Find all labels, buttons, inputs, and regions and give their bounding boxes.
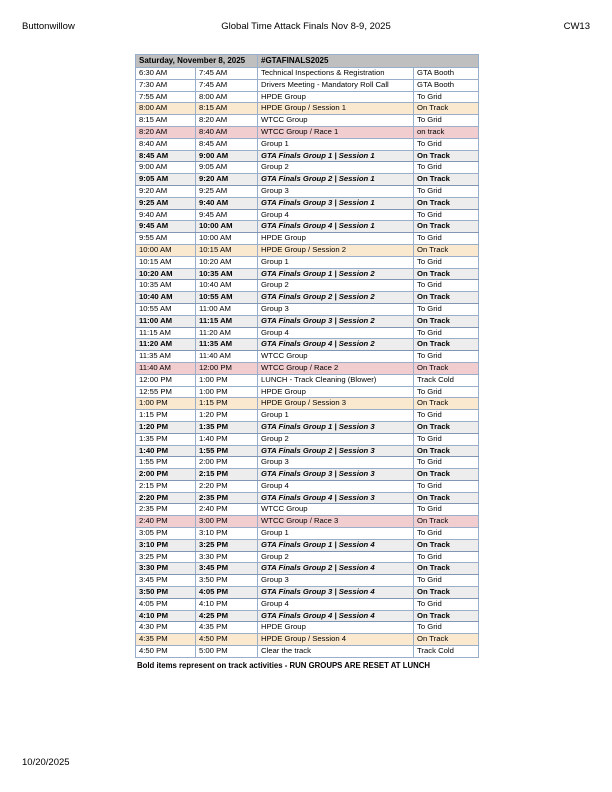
table-row — [136, 374, 479, 386]
table-row — [136, 398, 479, 410]
cell-start-time: 7:55 AM — [136, 91, 196, 103]
print-date: 10/20/2025 — [22, 757, 70, 768]
cell-activity: HPDE Group — [258, 233, 414, 245]
cell-activity: GTA Finals Group 3 | Session 1 — [258, 197, 414, 209]
table-row — [136, 445, 479, 457]
cell-end-time: 1:35 PM — [196, 421, 258, 433]
cell-activity: GTA Finals Group 2 | Session 1 — [258, 174, 414, 186]
cell-end-time: 8:45 AM — [196, 138, 258, 150]
table-row — [136, 634, 479, 646]
cell-start-time: 11:40 AM — [136, 362, 196, 374]
cell-end-time: 10:20 AM — [196, 256, 258, 268]
cell-end-time: 11:20 AM — [196, 327, 258, 339]
cell-start-time: 11:35 AM — [136, 351, 196, 363]
cell-start-time: 9:45 AM — [136, 221, 196, 233]
table-row — [136, 539, 479, 551]
cell-location: To Grid — [414, 528, 479, 540]
cell-location: To Grid — [414, 115, 479, 127]
table-row — [136, 315, 479, 327]
cell-location: To Grid — [414, 233, 479, 245]
table-row — [136, 197, 479, 209]
cell-location: On Track — [414, 339, 479, 351]
cell-start-time: 12:55 PM — [136, 386, 196, 398]
cell-location: On Track — [414, 516, 479, 528]
cell-end-time: 7:45 AM — [196, 68, 258, 80]
cell-activity: Group 2 — [258, 162, 414, 174]
table-row — [136, 457, 479, 469]
cell-location: On Track — [414, 610, 479, 622]
cell-end-time: 11:00 AM — [196, 303, 258, 315]
table-row — [136, 244, 479, 256]
cell-location: On Track — [414, 492, 479, 504]
cell-activity: HPDE Group / Session 1 — [258, 103, 414, 115]
cell-start-time: 11:20 AM — [136, 339, 196, 351]
table-row — [136, 469, 479, 481]
cell-location: To Grid — [414, 256, 479, 268]
cell-activity: Group 1 — [258, 138, 414, 150]
cell-start-time: 2:35 PM — [136, 504, 196, 516]
table-row — [136, 126, 479, 138]
cell-activity: LUNCH - Track Cleaning (Blower) — [258, 374, 414, 386]
cell-start-time: 3:05 PM — [136, 528, 196, 540]
cell-start-time: 4:10 PM — [136, 610, 196, 622]
table-row — [136, 91, 479, 103]
cell-start-time: 4:35 PM — [136, 634, 196, 646]
cell-end-time: 3:25 PM — [196, 539, 258, 551]
cell-activity: GTA Finals Group 1 | Session 2 — [258, 268, 414, 280]
cell-activity: GTA Finals Group 2 | Session 4 — [258, 563, 414, 575]
cell-start-time: 3:25 PM — [136, 551, 196, 563]
cell-activity: GTA Finals Group 4 | Session 4 — [258, 610, 414, 622]
cell-end-time: 4:50 PM — [196, 634, 258, 646]
cell-end-time: 7:45 AM — [196, 79, 258, 91]
table-row — [136, 221, 479, 233]
cell-end-time: 3:00 PM — [196, 516, 258, 528]
table-header-date: Saturday, November 8, 2025 — [136, 55, 258, 68]
schedule-table-container — [135, 54, 478, 670]
cell-start-time: 9:05 AM — [136, 174, 196, 186]
cell-end-time: 2:15 PM — [196, 469, 258, 481]
cell-location: Track Cold — [414, 646, 479, 658]
table-row — [136, 492, 479, 504]
cell-location: To Grid — [414, 433, 479, 445]
cell-activity: Group 3 — [258, 185, 414, 197]
cell-start-time: 8:45 AM — [136, 150, 196, 162]
cell-end-time: 10:15 AM — [196, 244, 258, 256]
cell-end-time: 12:00 PM — [196, 362, 258, 374]
cell-activity: WTCC Group / Race 2 — [258, 362, 414, 374]
cell-activity: WTCC Group — [258, 504, 414, 516]
cell-end-time: 8:40 AM — [196, 126, 258, 138]
cell-activity: Group 4 — [258, 209, 414, 221]
table-row — [136, 138, 479, 150]
cell-location: On Track — [414, 292, 479, 304]
cell-activity: Technical Inspections & Registration — [258, 68, 414, 80]
cell-location: To Grid — [414, 91, 479, 103]
table-row — [136, 386, 479, 398]
table-row — [136, 622, 479, 634]
cell-location: To Grid — [414, 327, 479, 339]
cell-end-time: 11:40 AM — [196, 351, 258, 363]
cell-start-time: 8:15 AM — [136, 115, 196, 127]
cell-end-time: 9:40 AM — [196, 197, 258, 209]
cell-end-time: 8:00 AM — [196, 91, 258, 103]
cell-start-time: 1:40 PM — [136, 445, 196, 457]
table-row — [136, 575, 479, 587]
cell-start-time: 1:00 PM — [136, 398, 196, 410]
cell-end-time: 9:25 AM — [196, 185, 258, 197]
cell-activity: Group 4 — [258, 480, 414, 492]
cell-location: On Track — [414, 221, 479, 233]
table-header-hashtag: #GTAFINALS2025 — [258, 55, 479, 68]
cell-location: On Track — [414, 563, 479, 575]
cell-location: On Track — [414, 315, 479, 327]
cell-location: To Grid — [414, 598, 479, 610]
cell-start-time: 10:40 AM — [136, 292, 196, 304]
cell-activity: Group 3 — [258, 575, 414, 587]
table-row — [136, 115, 479, 127]
cell-start-time: 12:00 PM — [136, 374, 196, 386]
table-row — [136, 233, 479, 245]
table-row — [136, 421, 479, 433]
cell-end-time: 10:35 AM — [196, 268, 258, 280]
cell-activity: HPDE Group / Session 4 — [258, 634, 414, 646]
table-row — [136, 516, 479, 528]
table-header-row — [136, 55, 479, 68]
cell-start-time: 4:50 PM — [136, 646, 196, 658]
cell-start-time: 1:55 PM — [136, 457, 196, 469]
table-row — [136, 433, 479, 445]
cell-start-time: 10:35 AM — [136, 280, 196, 292]
cell-activity: Group 4 — [258, 598, 414, 610]
cell-end-time: 9:05 AM — [196, 162, 258, 174]
cell-start-time: 10:15 AM — [136, 256, 196, 268]
cell-activity: GTA Finals Group 1 | Session 3 — [258, 421, 414, 433]
cell-end-time: 2:40 PM — [196, 504, 258, 516]
cell-location: On Track — [414, 174, 479, 186]
cell-end-time: 3:30 PM — [196, 551, 258, 563]
cell-location: On Track — [414, 469, 479, 481]
document-title: Global Time Attack Finals Nov 8-9, 2025 — [221, 21, 391, 32]
cell-activity: Group 3 — [258, 303, 414, 315]
table-row — [136, 410, 479, 422]
table-row — [136, 587, 479, 599]
cell-start-time: 2:20 PM — [136, 492, 196, 504]
cell-location: GTA Booth — [414, 68, 479, 80]
cell-activity: WTCC Group / Race 3 — [258, 516, 414, 528]
table-row — [136, 351, 479, 363]
cell-location: To Grid — [414, 457, 479, 469]
cell-location: GTA Booth — [414, 79, 479, 91]
cell-location: On Track — [414, 150, 479, 162]
cell-start-time: 4:30 PM — [136, 622, 196, 634]
cell-start-time: 7:30 AM — [136, 79, 196, 91]
table-row — [136, 292, 479, 304]
cell-end-time: 5:00 PM — [196, 646, 258, 658]
cell-start-time: 3:30 PM — [136, 563, 196, 575]
table-row — [136, 528, 479, 540]
cell-location: To Grid — [414, 551, 479, 563]
table-row — [136, 598, 479, 610]
table-row — [136, 209, 479, 221]
cell-activity: Group 1 — [258, 410, 414, 422]
table-row — [136, 256, 479, 268]
cell-activity: Clear the track — [258, 646, 414, 658]
cell-location: On Track — [414, 634, 479, 646]
cell-activity: Group 1 — [258, 256, 414, 268]
cell-location: On Track — [414, 421, 479, 433]
cell-end-time: 9:20 AM — [196, 174, 258, 186]
cell-end-time: 3:50 PM — [196, 575, 258, 587]
cell-end-time: 10:00 AM — [196, 233, 258, 245]
cell-activity: HPDE Group — [258, 91, 414, 103]
table-row — [136, 504, 479, 516]
legend-note: Bold items represent on track activities - RUN GROUPS ARE RESET AT LUNCH — [137, 660, 431, 670]
table-row — [136, 79, 479, 91]
cell-end-time: 1:55 PM — [196, 445, 258, 457]
table-row — [136, 162, 479, 174]
cell-end-time: 3:10 PM — [196, 528, 258, 540]
cell-activity: WTCC Group — [258, 115, 414, 127]
cell-location: To Grid — [414, 504, 479, 516]
cell-location: On Track — [414, 103, 479, 115]
cell-start-time: 3:50 PM — [136, 587, 196, 599]
schedule-table — [135, 54, 479, 658]
cell-activity: GTA Finals Group 1 | Session 4 — [258, 539, 414, 551]
cell-start-time: 10:20 AM — [136, 268, 196, 280]
cell-location: To Grid — [414, 351, 479, 363]
cell-start-time: 3:45 PM — [136, 575, 196, 587]
cell-location: On Track — [414, 268, 479, 280]
cell-start-time: 1:35 PM — [136, 433, 196, 445]
cell-activity: Drivers Meeting - Mandatory Roll Call — [258, 79, 414, 91]
cell-activity: WTCC Group — [258, 351, 414, 363]
cell-start-time: 2:40 PM — [136, 516, 196, 528]
cell-end-time: 4:10 PM — [196, 598, 258, 610]
cell-activity: GTA Finals Group 4 | Session 2 — [258, 339, 414, 351]
cell-activity: Group 3 — [258, 457, 414, 469]
cell-activity: GTA Finals Group 4 | Session 1 — [258, 221, 414, 233]
cell-location: To Grid — [414, 622, 479, 634]
cell-activity: HPDE Group — [258, 386, 414, 398]
cell-location: To Grid — [414, 303, 479, 315]
table-row — [136, 610, 479, 622]
cell-end-time: 4:35 PM — [196, 622, 258, 634]
cell-activity: GTA Finals Group 3 | Session 4 — [258, 587, 414, 599]
cell-location: To Grid — [414, 185, 479, 197]
cell-end-time: 10:55 AM — [196, 292, 258, 304]
cell-start-time: 2:15 PM — [136, 480, 196, 492]
cell-location: To Grid — [414, 280, 479, 292]
cell-end-time: 2:35 PM — [196, 492, 258, 504]
cell-end-time: 1:00 PM — [196, 374, 258, 386]
cell-end-time: 4:25 PM — [196, 610, 258, 622]
cell-activity: Group 4 — [258, 327, 414, 339]
cell-activity: Group 2 — [258, 280, 414, 292]
cell-location: To Grid — [414, 138, 479, 150]
cell-start-time: 9:00 AM — [136, 162, 196, 174]
cell-end-time: 8:20 AM — [196, 115, 258, 127]
cell-activity: HPDE Group / Session 3 — [258, 398, 414, 410]
cell-start-time: 2:00 PM — [136, 469, 196, 481]
cell-start-time: 11:15 AM — [136, 327, 196, 339]
cell-end-time: 1:15 PM — [196, 398, 258, 410]
cell-end-time: 2:20 PM — [196, 480, 258, 492]
cell-activity: Group 2 — [258, 433, 414, 445]
track-config: CW13 — [563, 21, 590, 32]
cell-start-time: 8:40 AM — [136, 138, 196, 150]
cell-end-time: 1:40 PM — [196, 433, 258, 445]
table-row — [136, 150, 479, 162]
cell-activity: GTA Finals Group 3 | Session 3 — [258, 469, 414, 481]
cell-end-time: 4:05 PM — [196, 587, 258, 599]
table-row — [136, 68, 479, 80]
cell-start-time: 6:30 AM — [136, 68, 196, 80]
cell-start-time: 4:05 PM — [136, 598, 196, 610]
cell-start-time: 10:55 AM — [136, 303, 196, 315]
cell-location: On Track — [414, 398, 479, 410]
cell-activity: Group 2 — [258, 551, 414, 563]
cell-end-time: 1:20 PM — [196, 410, 258, 422]
cell-start-time: 9:20 AM — [136, 185, 196, 197]
cell-end-time: 9:45 AM — [196, 209, 258, 221]
cell-location: To Grid — [414, 575, 479, 587]
cell-location: To Grid — [414, 162, 479, 174]
cell-location: To Grid — [414, 480, 479, 492]
cell-location: On Track — [414, 445, 479, 457]
cell-start-time: 8:20 AM — [136, 126, 196, 138]
cell-start-time: 9:25 AM — [136, 197, 196, 209]
cell-start-time: 1:20 PM — [136, 421, 196, 433]
cell-end-time: 1:00 PM — [196, 386, 258, 398]
cell-activity: GTA Finals Group 1 | Session 1 — [258, 150, 414, 162]
cell-location: Track Cold — [414, 374, 479, 386]
table-row — [136, 339, 479, 351]
document-header — [0, 21, 612, 33]
cell-end-time: 8:15 AM — [196, 103, 258, 115]
cell-activity: WTCC Group / Race 1 — [258, 126, 414, 138]
cell-start-time: 3:10 PM — [136, 539, 196, 551]
cell-activity: GTA Finals Group 2 | Session 3 — [258, 445, 414, 457]
cell-location: To Grid — [414, 209, 479, 221]
cell-activity: GTA Finals Group 2 | Session 2 — [258, 292, 414, 304]
cell-location: To Grid — [414, 386, 479, 398]
table-row — [136, 268, 479, 280]
cell-end-time: 2:00 PM — [196, 457, 258, 469]
cell-activity: HPDE Group — [258, 622, 414, 634]
cell-start-time: 9:55 AM — [136, 233, 196, 245]
table-row — [136, 185, 479, 197]
cell-start-time: 9:40 AM — [136, 209, 196, 221]
cell-end-time: 3:45 PM — [196, 563, 258, 575]
table-row — [136, 303, 479, 315]
cell-location: On Track — [414, 244, 479, 256]
cell-end-time: 11:35 AM — [196, 339, 258, 351]
cell-end-time: 11:15 AM — [196, 315, 258, 327]
table-row — [136, 174, 479, 186]
cell-location: On Track — [414, 197, 479, 209]
table-row — [136, 551, 479, 563]
table-row — [136, 563, 479, 575]
schedule-table-body — [136, 68, 479, 658]
cell-start-time: 11:00 AM — [136, 315, 196, 327]
cell-activity: HPDE Group / Session 2 — [258, 244, 414, 256]
table-row — [136, 646, 479, 658]
table-row — [136, 280, 479, 292]
cell-start-time: 1:15 PM — [136, 410, 196, 422]
cell-end-time: 9:00 AM — [196, 150, 258, 162]
cell-end-time: 10:40 AM — [196, 280, 258, 292]
table-row — [136, 362, 479, 374]
cell-location: on track — [414, 126, 479, 138]
cell-location: On Track — [414, 539, 479, 551]
cell-activity: GTA Finals Group 4 | Session 3 — [258, 492, 414, 504]
cell-location: On Track — [414, 362, 479, 374]
table-row — [136, 480, 479, 492]
cell-activity: Group 1 — [258, 528, 414, 540]
cell-end-time: 10:00 AM — [196, 221, 258, 233]
track-name: Buttonwillow — [22, 21, 75, 32]
cell-start-time: 8:00 AM — [136, 103, 196, 115]
cell-location: On Track — [414, 587, 479, 599]
cell-location: To Grid — [414, 410, 479, 422]
table-row — [136, 327, 479, 339]
cell-activity: GTA Finals Group 3 | Session 2 — [258, 315, 414, 327]
table-row — [136, 103, 479, 115]
cell-start-time: 10:00 AM — [136, 244, 196, 256]
